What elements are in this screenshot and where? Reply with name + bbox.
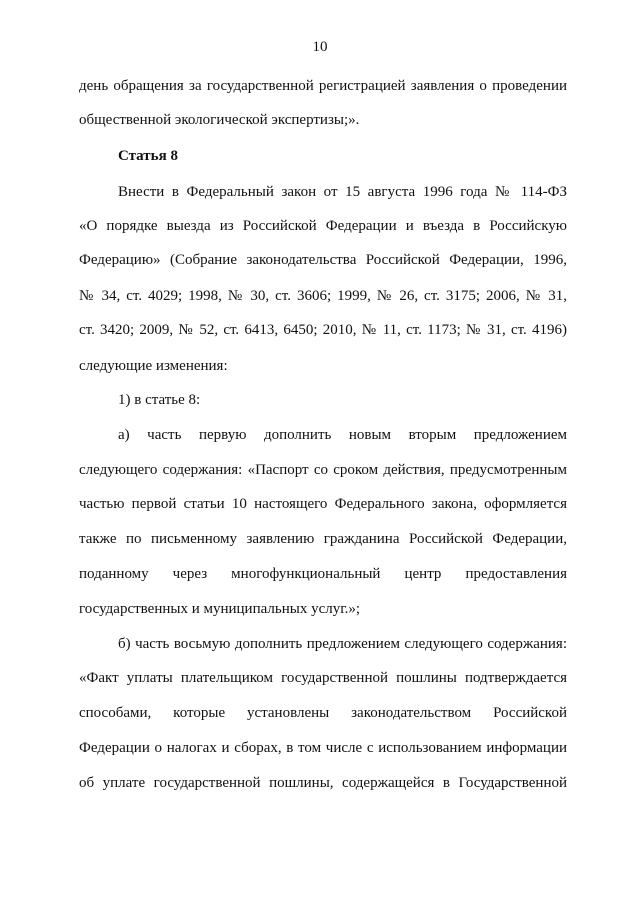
text-line: частью первой статьи 10 настоящего Федерального закона, оформляется (79, 496, 567, 512)
text-line: следующего содержания: «Паспорт со сроком действия, предусмотренным (79, 462, 567, 478)
text-line: «Факт уплаты плательщиком государственной пошлины подтверждается (79, 670, 567, 686)
text-line: день обращения за государственной регистрацией заявления о проведении (79, 78, 567, 94)
article-heading: Статья 8 (118, 148, 178, 164)
text-line: поданному через многофункциональный центр предоставления (79, 566, 567, 582)
text-line: об уплате государственной пошлины, содержащейся в Государственной (79, 775, 567, 791)
text-line: ст. 3420; 2009, № 52, ст. 6413, 6450; 2010, № 11, ст. 1173; № 31, ст. 4196) (79, 322, 567, 338)
text-line: Федерацию» (Собрание законодательства Российской Федерации, 1996, (79, 252, 567, 268)
text-line: Федерации о налогах и сборах, в том числе с использованием информации (79, 740, 567, 756)
text-line: а) часть первую дополнить новым вторым предложением (118, 427, 567, 443)
text-line: также по письменному заявлению гражданина Российской Федерации, (79, 531, 567, 547)
text-line: способами, которые установлены законодательством Российской (79, 705, 567, 721)
text-line: б) часть восьмую дополнить предложением следующего содержания: (118, 636, 567, 652)
text-line: «О порядке выезда из Российской Федерации и въезда в Российскую (79, 218, 567, 234)
text-line: общественной экологической экспертизы;». (79, 112, 360, 128)
text-line: государственных и муниципальных услуг.»; (79, 601, 361, 617)
text-line: Внести в Федеральный закон от 15 августа 1996 года № 114-ФЗ (118, 184, 567, 200)
page-number: 10 (312, 39, 328, 55)
text-line: № 34, ст. 4029; 1998, № 30, ст. 3606; 1999, № 26, ст. 3175; 2006, № 31, (79, 288, 567, 304)
list-item: 1) в статье 8: (118, 392, 201, 408)
text-line: следующие изменения: (79, 358, 228, 374)
